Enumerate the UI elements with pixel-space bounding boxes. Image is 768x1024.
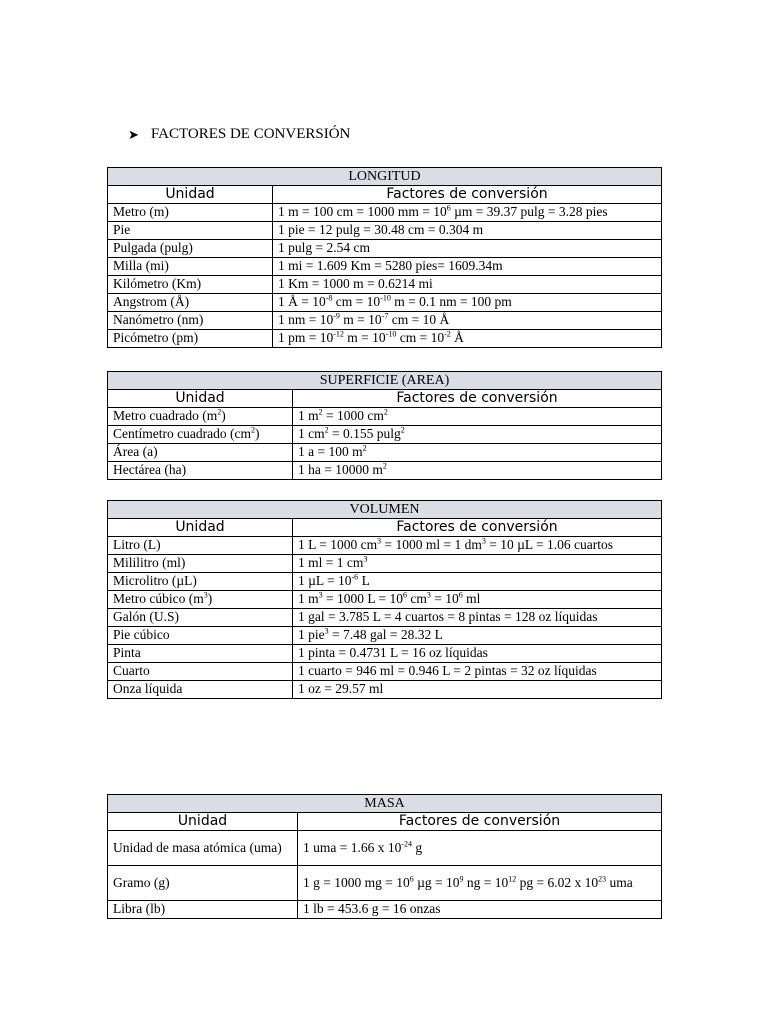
factor-cell: 1 ha = 10000 $m^2$ — [293, 462, 662, 480]
table-row — [108, 901, 662, 919]
factor-cell: 1 g = 1000 mg = $10^6$ $\mu g = 10^9$ ng = $10^{12}$ pg = 6.02 x $10^{23}$ uma — [298, 866, 662, 901]
table-row — [108, 573, 662, 591]
table-row — [108, 204, 662, 222]
unit-cell: Pulgada (pulg) — [108, 240, 273, 258]
factor-cell: 1 $\mu L = 10^{-6}$ L — [293, 573, 662, 591]
factor-cell: 1 pinta = 0.4731 L = 16 oz líquidas — [293, 645, 662, 663]
factor-cell: 1 pm = $10^{-12}$ $m = 10^{-10}$ cm = $10^{-2}$ Å — [273, 330, 662, 348]
unit-cell: Milla (mi) — [108, 258, 273, 276]
unit-cell: Cuarto — [108, 663, 293, 681]
table-row — [108, 555, 662, 573]
unit-cell: Unidad de masa atómica (uma) — [108, 831, 298, 866]
table-row — [108, 462, 662, 480]
factor-cell: 1 a = 100 $m^2$ — [293, 444, 662, 462]
factor-cell: 1 m = 100 cm = 1000 mm = $10^6$ µm = 39.37 pulg = 3.28 pies — [273, 204, 662, 222]
table-row — [108, 831, 662, 866]
table-row — [108, 330, 662, 348]
unit-cell: Pie — [108, 222, 273, 240]
table-row — [108, 609, 662, 627]
unit-cell: Pinta — [108, 645, 293, 663]
table-title: SUPERFICIE (AREA) — [108, 372, 662, 390]
column-header-factors: Factores de conversión — [298, 813, 662, 831]
table-title: LONGITUD — [108, 168, 662, 186]
column-header-unit: Unidad — [108, 186, 273, 204]
unit-cell: Metro (m) — [108, 204, 273, 222]
table-row — [108, 681, 662, 699]
unit-cell: Metro cúbico $(m^3)$ — [108, 591, 293, 609]
unit-cell: Microlitro (µL) — [108, 573, 293, 591]
column-header-factors: Factores de conversión — [293, 390, 662, 408]
table-row — [108, 276, 662, 294]
table-row — [108, 627, 662, 645]
factor-cell: 1 pie = 12 pulg = 30.48 cm = 0.304 m — [273, 222, 662, 240]
unit-cell: Nanómetro (nm) — [108, 312, 273, 330]
table-title: VOLUMEN — [108, 501, 662, 519]
column-header-factors: Factores de conversión — [273, 186, 662, 204]
factor-cell: 1 pie$^3$ = 7.48 gal = 28.32 L — [293, 627, 662, 645]
column-header-unit: Unidad — [108, 390, 293, 408]
volumen-table — [107, 500, 662, 699]
unit-cell: Mililitro (ml) — [108, 555, 293, 573]
unit-cell: Libra (lb) — [108, 901, 298, 919]
column-header-unit: Unidad — [108, 519, 293, 537]
table-row — [108, 645, 662, 663]
table-row — [108, 240, 662, 258]
factor-cell: 1 oz = 29.57 ml — [293, 681, 662, 699]
table-row — [108, 258, 662, 276]
section-heading-text: FACTORES DE CONVERSIÓN — [150, 126, 351, 142]
factor-cell: 1 $m^3 = 1000$ $L = 10^6$ $cm^3 = 10^6$ ml — [293, 591, 662, 609]
factor-cell: 1 L = 1000 $cm^3 = 1000$ ml = 1 $dm^3 = 10$ µL = 1.06 cuartos — [293, 537, 662, 555]
column-header-factors: Factores de conversión — [293, 519, 662, 537]
unit-cell: Angstrom (Å) — [108, 294, 273, 312]
unit-cell: Metro cuadrado $(m^2)$ — [108, 408, 293, 426]
unit-cell: Onza líquida — [108, 681, 293, 699]
table-row — [108, 444, 662, 462]
factor-cell: 1 cuarto = 946 ml = 0.946 L = 2 pintas = 32 oz líquidas — [293, 663, 662, 681]
unit-cell: Galón (U.S) — [108, 609, 293, 627]
factor-cell: 1 $m^2 = 1000$ $cm^2$ — [293, 408, 662, 426]
table-title: MASA — [108, 795, 662, 813]
table-row — [108, 426, 662, 444]
table-row — [108, 294, 662, 312]
table-row — [108, 222, 662, 240]
arrowhead-bullet-icon: ➤ — [128, 126, 139, 142]
longitud-table — [107, 167, 662, 348]
unit-cell: Área (a) — [108, 444, 293, 462]
factor-cell: 1 nm = $10^{-9}$ $m = 10^{-7}$ cm = 10 Å — [273, 312, 662, 330]
table-row — [108, 312, 662, 330]
table-row — [108, 408, 662, 426]
table-row — [108, 866, 662, 901]
table-row — [108, 663, 662, 681]
superficie-table — [107, 371, 662, 480]
unit-cell: Hectárea (ha) — [108, 462, 293, 480]
masa-table — [107, 794, 662, 919]
table-row — [108, 591, 662, 609]
factor-cell: 1 lb = 453.6 g = 16 onzas — [298, 901, 662, 919]
section-heading — [128, 126, 350, 143]
factor-cell: 1 gal = 3.785 L = 4 cuartos = 8 pintas = 128 oz líquidas — [293, 609, 662, 627]
factor-cell: 1 uma = 1.66 x $10^{-24}$ g — [298, 831, 662, 866]
table-row — [108, 537, 662, 555]
unit-cell: Kilómetro (Km) — [108, 276, 273, 294]
factor-cell: 1 pulg = 2.54 cm — [273, 240, 662, 258]
factor-cell: 1 mi = 1.609 Km = 5280 pies= 1609.34m — [273, 258, 662, 276]
unit-cell: Litro (L) — [108, 537, 293, 555]
column-header-unit: Unidad — [108, 813, 298, 831]
unit-cell: Centímetro cuadrado $(cm^2)$ — [108, 426, 293, 444]
unit-cell: Picómetro (pm) — [108, 330, 273, 348]
factor-cell: 1 Å = $10^{-8}$ cm = $10^{-10}$ m = 0.1 nm = 100 pm — [273, 294, 662, 312]
factor-cell: 1 Km = 1000 m = 0.6214 mi — [273, 276, 662, 294]
factor-cell: 1 $cm^2 = 0.155$ pulg$^2$ — [293, 426, 662, 444]
factor-cell: 1 ml = 1 $cm^3$ — [293, 555, 662, 573]
unit-cell: Gramo (g) — [108, 866, 298, 901]
unit-cell: Pie cúbico — [108, 627, 293, 645]
